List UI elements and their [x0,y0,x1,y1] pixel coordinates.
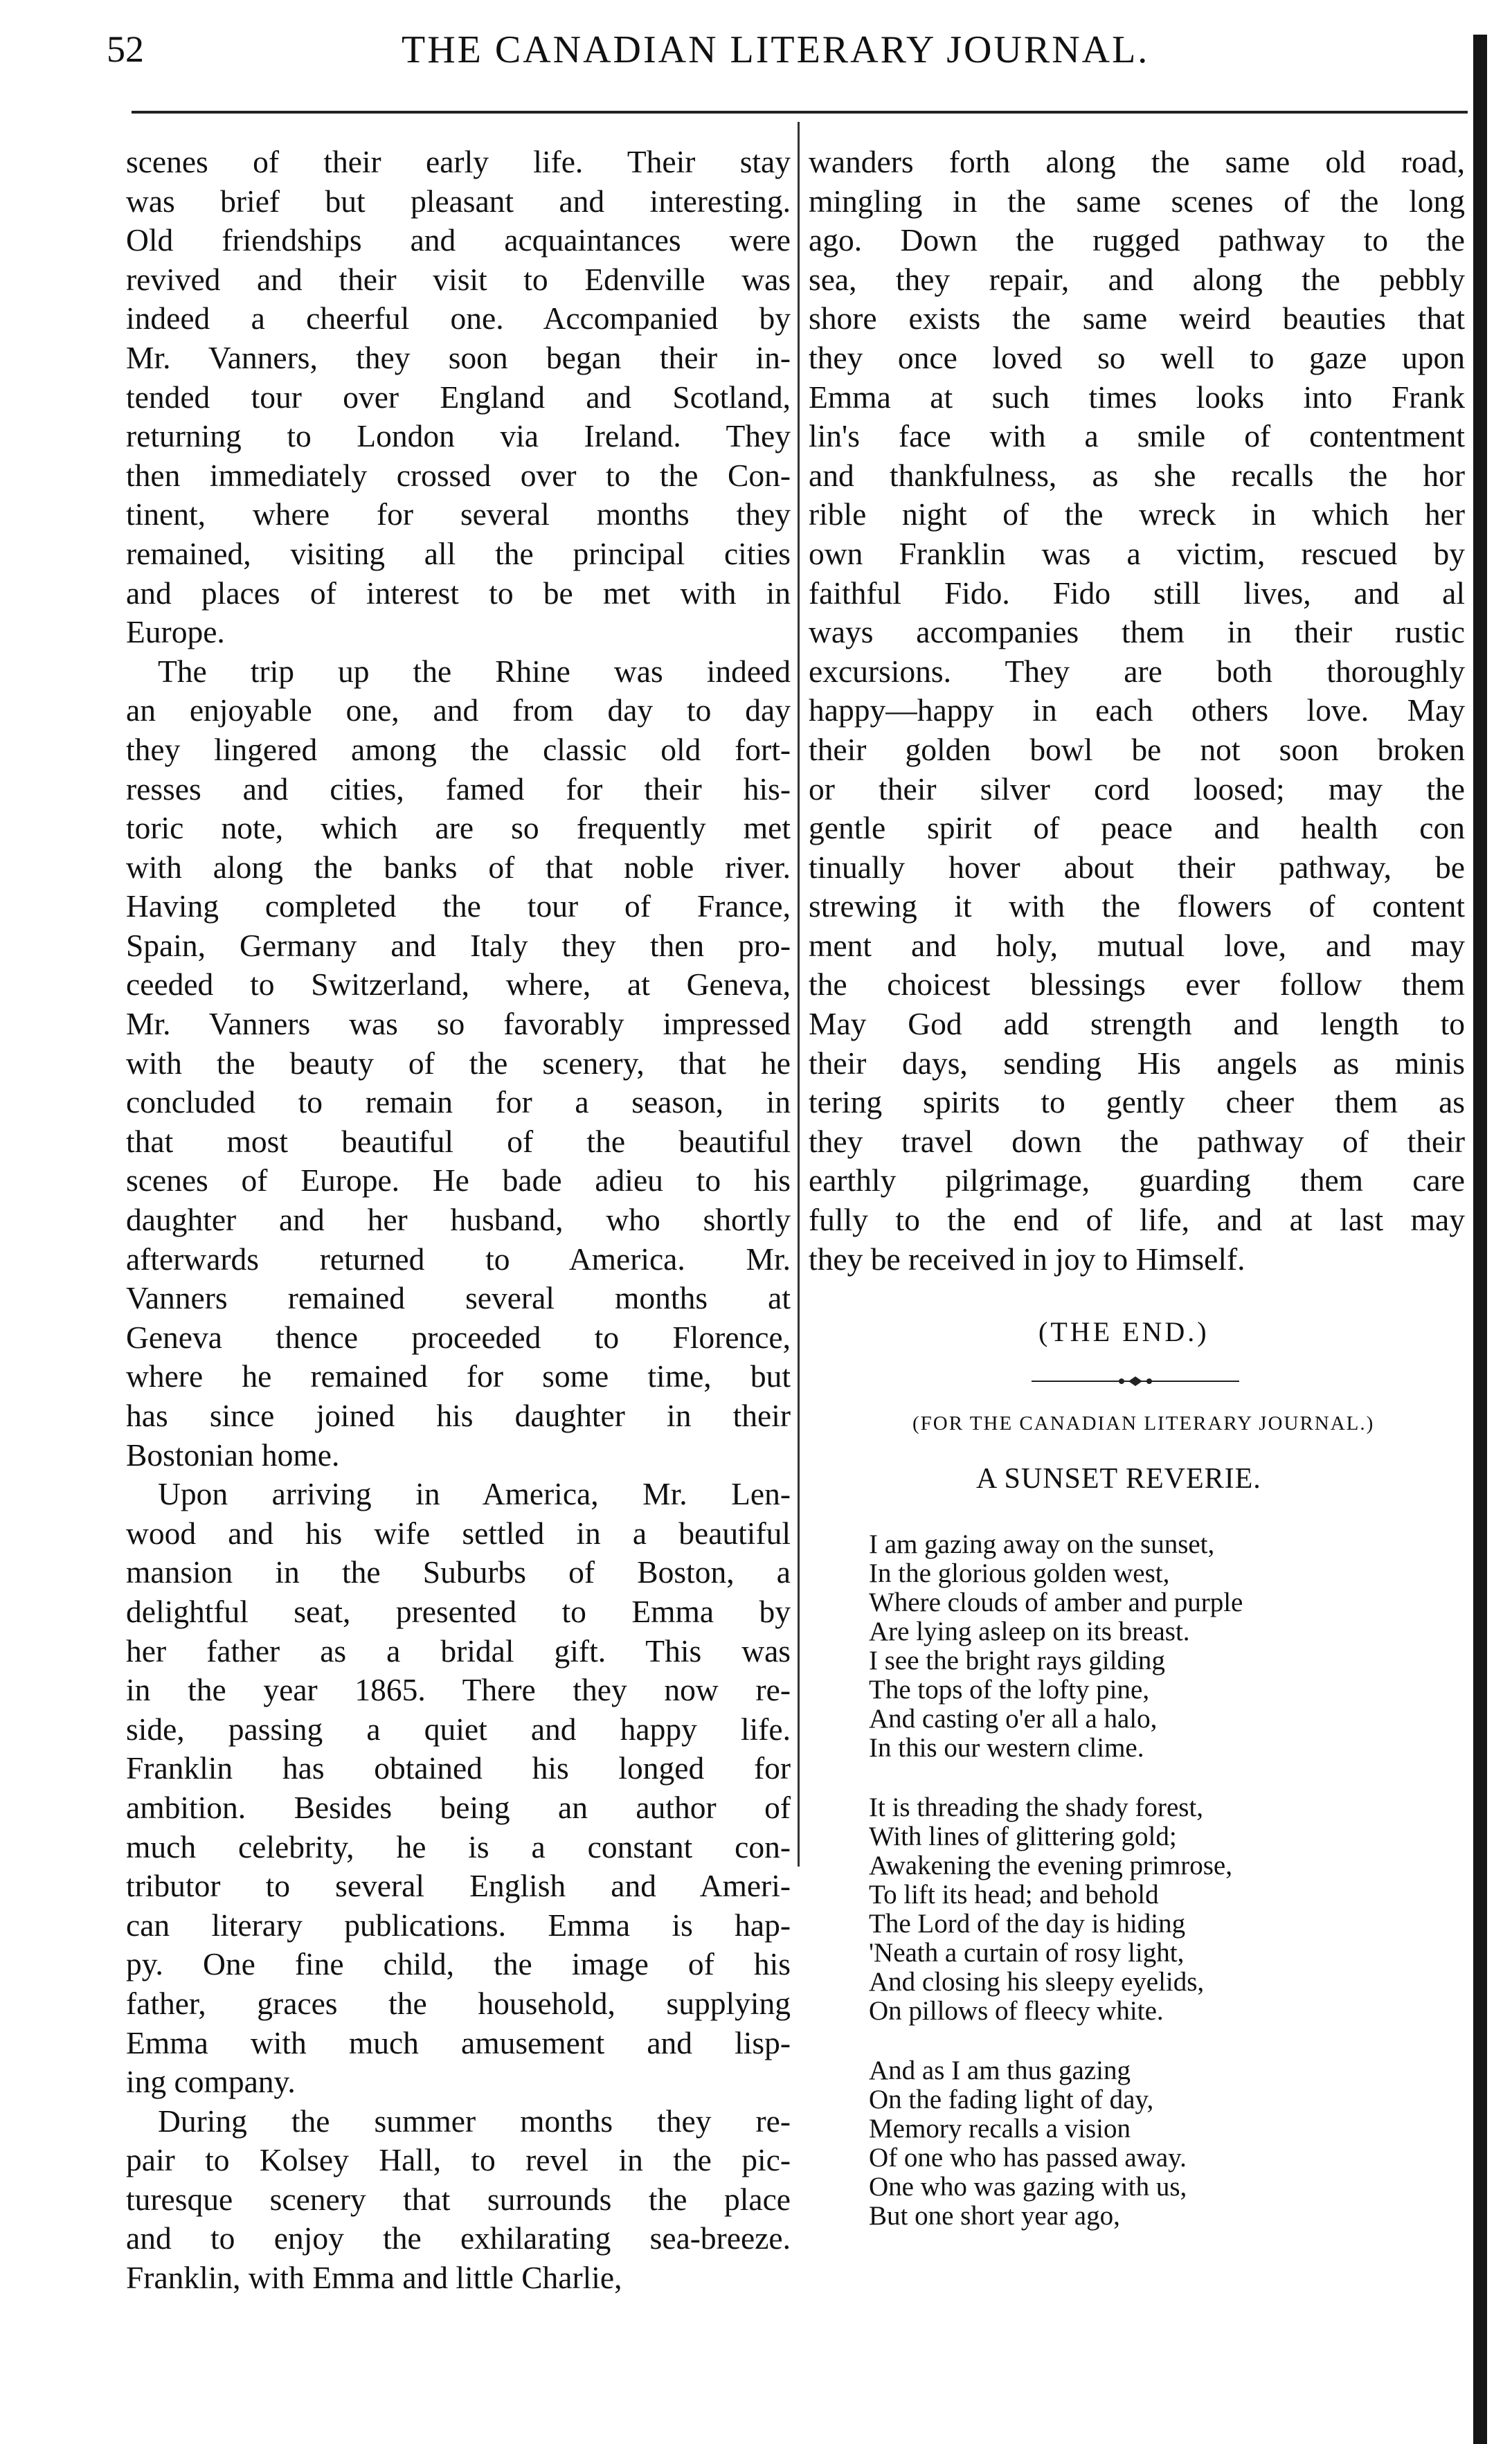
text-line: During the summer months they re- [158,2103,791,2139]
text-line: was brief but pleasant and interesting. [126,183,791,219]
text-line: remained, visiting all the principal cities [126,535,791,571]
text-line: much celebrity, he is a constant con- [126,1828,791,1865]
text-line: side, passing a quiet and happy life. [126,1711,791,1747]
text-line: an enjoyable one, and from day to day [126,692,791,728]
poem-line: One who was gazing with us, [869,2172,1187,2202]
text-line: their golden bowl be not soon broken [809,731,1465,767]
text-line: and thankfulness, as she recalls the hor [809,457,1465,493]
text-line: daughter and her husband, who shortly [126,1202,791,1238]
text-line: May God add strength and length to [809,1006,1465,1042]
text-line: her father as a bridal gift. This was [126,1633,791,1669]
text-line: they travel down the pathway of their [809,1123,1465,1159]
poem-line: On pillows of fleecy white. [869,1996,1164,2026]
page-number: 52 [107,28,144,70]
text-line: wood and his wife settled in a beautiful [126,1515,791,1551]
text-line: Vanners remained several months at [126,1280,791,1316]
text-line: revived and their visit to Edenville was [126,261,791,297]
page-header [97,21,1454,83]
header-rule [132,111,1468,114]
poem-stanza [869,1793,1243,2026]
poem-line: Are lying asleep on its breast. [869,1617,1190,1646]
text-line: faithful Fido. Fido still lives, and al [809,575,1465,611]
text-line: lin's face with a smile of contentment [809,418,1465,454]
text-line: sea, they repair, and along the pebbly [809,261,1465,297]
text-line: returning to London via Ireland. They [126,418,791,454]
poem-line: Where clouds of amber and purple [869,1588,1243,1617]
text-line: py. One fine child, the image of his [126,1946,791,1982]
text-line: ago. Down the rugged pathway to the [809,222,1465,258]
text-line: Bostonian home. [126,1437,340,1473]
text-line: Old friendships and acquaintances were [126,222,791,258]
text-line: own Franklin was a victim, rescued by [809,535,1465,571]
text-line: they once loved so well to gaze upon [809,339,1465,375]
text-line: and places of interest to be met with in [126,575,791,611]
poem-line: It is threading the shady forest, [869,1792,1204,1822]
text-line: pair to Kolsey Hall, to revel in the pic- [126,2142,791,2178]
poem-title: A SUNSET REVERIE. [976,1463,1261,1495]
text-line: ceeded to Switzerland, where, at Geneva, [126,967,791,1003]
text-line: ment and holy, mutual love, and may [809,927,1465,963]
poem-line: And casting o'er all a halo, [869,1704,1158,1734]
text-line: and to enjoy the exhilarating sea-breeze. [126,2220,791,2256]
poem-line: To lift its head; and behold [869,1880,1159,1910]
text-line: happy—happy in each others love. May [809,692,1465,728]
text-line: concluded to remain for a season, in [126,1084,791,1120]
running-title: THE CANADIAN LITERARY JOURNAL. [402,28,1150,71]
text-line: mingling in the same scenes of the long [809,183,1465,219]
poem-line: Of one who has passed away. [869,2143,1187,2173]
text-line: Franklin has obtained his longed for [126,1750,791,1786]
text-line: can literary publications. Emma is hap- [126,1907,791,1943]
text-line: ways accompanies them in their rustic [809,614,1465,650]
poem-body [869,1530,1243,2261]
text-line: Franklin, with Emma and little Charlie, [126,2260,622,2296]
text-line: their days, sending His angels as minis [809,1045,1465,1081]
text-line: rible night of the wreck in which her [809,496,1465,532]
poem-line: I see the bright rays gilding [869,1646,1165,1675]
poem-line: Memory recalls a vision [869,2114,1131,2144]
text-line: shore exists the same weird beauties that [809,300,1465,336]
text-line: gentle spirit of peace and health con [809,810,1465,846]
text-line: The trip up the Rhine was indeed [158,653,791,689]
text-line: Emma with much amusement and lisp- [126,2024,791,2060]
text-line: Europe. [126,614,225,650]
text-line: Mr. Vanners, they soon began their in- [126,339,791,375]
text-line: wanders forth along the same old road, [809,144,1465,179]
text-line: with along the banks of that noble river. [126,849,791,885]
text-line: resses and cities, famed for their his- [126,771,791,807]
left-column [126,143,791,2298]
text-line: that most beautiful of the beautiful [126,1123,791,1159]
poem-line: On the fading light of day, [869,2085,1154,2114]
text-line: scenes of their early life. Their stay [126,144,791,179]
text-line: where he remained for some time, but [126,1358,791,1394]
end-mark: (THE END.) [1038,1316,1209,1347]
text-line: in the year 1865. There they now re- [126,1672,791,1708]
poem-line: 'Neath a curtain of rosy light, [869,1938,1185,1968]
text-line: tering spirits to gently cheer them as [809,1084,1465,1120]
poem-line: In the glorious golden west, [869,1558,1170,1588]
poem-stanza [869,2056,1243,2231]
text-line: strewing it with the flowers of content [809,888,1465,924]
poem-line: The tops of the lofty pine, [869,1675,1150,1705]
poem-line: And closing his sleepy eyelids, [869,1967,1205,1997]
text-line: or their silver cord loosed; may the [809,771,1465,807]
text-line: earthly pilgrimage, guarding them care [809,1162,1465,1198]
text-line: afterwards returned to America. Mr. [126,1241,791,1277]
right-column [809,143,1465,1279]
text-line: tinent, where for several months they [126,496,791,532]
text-line: Mr. Vanners was so favorably impressed [126,1006,791,1042]
text-line: turesque scenery that surrounds the place [126,2181,791,2217]
poem-line: With lines of glittering gold; [869,1822,1177,1851]
column-divider [798,122,800,1867]
poem-line: The Lord of the day is hiding [869,1909,1186,1939]
poem-credit: (FOR THE CANADIAN LITERARY JOURNAL.) [912,1412,1375,1435]
text-line: tributor to several English and Ameri- [126,1868,791,1904]
text-line: Emma at such times looks into Frank [809,379,1465,415]
text-line: has since joined his daughter in their [126,1398,791,1433]
binding-edge [1473,35,1487,2444]
text-line: tended tour over England and Scotland, [126,379,791,415]
text-line: toric note, which are so frequently met [126,810,791,846]
text-line: with the beauty of the scenery, that he [126,1045,791,1081]
text-line: scenes of Europe. He bade adieu to his [126,1162,791,1198]
poem-line: Awakening the evening primrose, [869,1851,1232,1880]
text-line: they lingered among the classic old fort- [126,731,791,767]
poem-line: I am gazing away on the sunset, [869,1529,1215,1559]
text-line: ing company. [126,2064,296,2100]
text-line: delightful seat, presented to Emma by [126,1593,791,1629]
text-line: Upon arriving in America, Mr. Len- [158,1476,791,1512]
text-line: father, graces the household, supplying [126,1985,791,2021]
text-line: mansion in the Suburbs of Boston, a [126,1554,791,1590]
ornament-divider [1032,1374,1239,1388]
text-line: excursions. They are both thoroughly [809,653,1465,689]
poem-stanza [869,1530,1243,1763]
text-line: the choicest blessings ever follow them [809,967,1465,1003]
poem-line: In this our western clime. [869,1733,1144,1763]
text-line: Geneva thence proceeded to Florence, [126,1319,791,1355]
text-line: they be received in joy to Himself. [809,1241,1245,1277]
poem-line: And as I am thus gazing [869,2056,1131,2085]
text-line: then immediately crossed over to the Con- [126,457,791,493]
text-line: fully to the end of life, and at last may [809,1202,1465,1238]
poem-line: But one short year ago, [869,2201,1120,2231]
text-line: tinually hover about their pathway, be [809,849,1465,885]
text-line: Spain, Germany and Italy they then pro- [126,927,791,963]
text-line: indeed a cheerful one. Accompanied by [126,300,791,336]
text-line: Having completed the tour of France, [126,888,791,924]
text-line: ambition. Besides being an author of [126,1789,791,1825]
